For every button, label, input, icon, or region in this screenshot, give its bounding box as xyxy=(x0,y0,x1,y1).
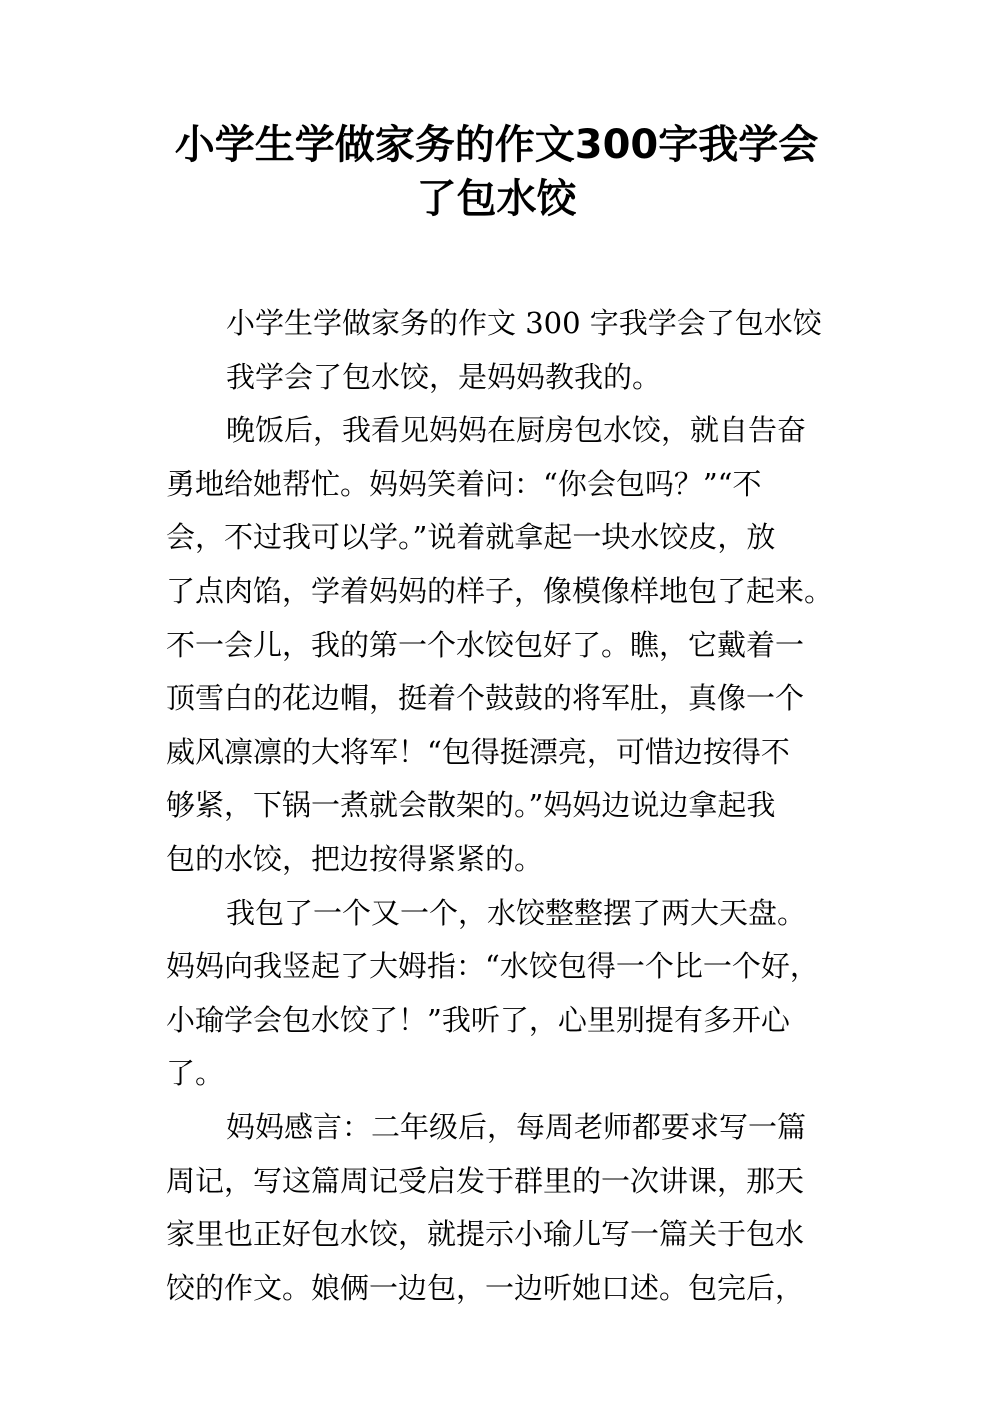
body-text-line: 威风凛凛的大将军！“包得挺漂亮，可惜边按得不 xyxy=(166,734,790,769)
body-text-line: 了。 xyxy=(166,1056,225,1091)
body-text-line: 会，不过我可以学。”说着就拿起一块水饺皮，放 xyxy=(166,520,776,555)
body-text-line: 妈妈向我竖起了大姆指：“水饺包得一个比一个好， xyxy=(166,949,819,984)
title-line-2: 了包水饺 xyxy=(416,176,577,222)
body-text-line: 家里也正好包水饺，就提示小瑜儿写一篇关于包水 xyxy=(166,1217,805,1252)
body-text-line: 妈妈感言：二年级后，每周老师都要求写一篇 xyxy=(226,1109,807,1144)
body-text-line: 勇地给她帮忙。妈妈笑着问：“你会包吗？”“不 xyxy=(166,466,762,501)
body-text-line: 我学会了包水饺，是妈妈教我的。 xyxy=(226,359,662,394)
document-body xyxy=(166,297,846,1315)
body-text-line: 我包了一个又一个，水饺整整摆了两大天盘。 xyxy=(226,895,807,930)
body-text-line: 饺的作文。娘俩一边包，一边听她口述。包完后， xyxy=(166,1270,805,1305)
document-title xyxy=(120,118,873,226)
body-text-line: 包的水饺，把边按得紧紧的。 xyxy=(166,841,544,876)
body-text-line: 够紧，下锅一煮就会散架的。”妈妈边说边拿起我 xyxy=(166,788,776,823)
body-text-line: 晚饭后，我看见妈妈在厨房包水饺，就自告奋 xyxy=(226,413,807,448)
body-text-line: 不一会儿，我的第一个水饺包好了。瞧，它戴着一 xyxy=(166,627,805,662)
body-text-line: 小瑜学会包水饺了！”我听了，心里别提有多开心 xyxy=(166,1002,790,1037)
body-text-line: 了点肉馅，学着妈妈的样子，像模像样地包了起来。 xyxy=(166,573,834,608)
body-text-line: 周记，写这篇周记受启发于群里的一次讲课，那天 xyxy=(166,1163,805,1198)
body-text-line: 顶雪白的花边帽，挺着个鼓鼓的将军肚，真像一个 xyxy=(166,681,805,716)
body-text-line: 小学生学做家务的作文 300 字我学会了包水饺 xyxy=(226,306,822,340)
title-line-1: 小学生学做家务的作文300字我学会 xyxy=(174,122,819,168)
